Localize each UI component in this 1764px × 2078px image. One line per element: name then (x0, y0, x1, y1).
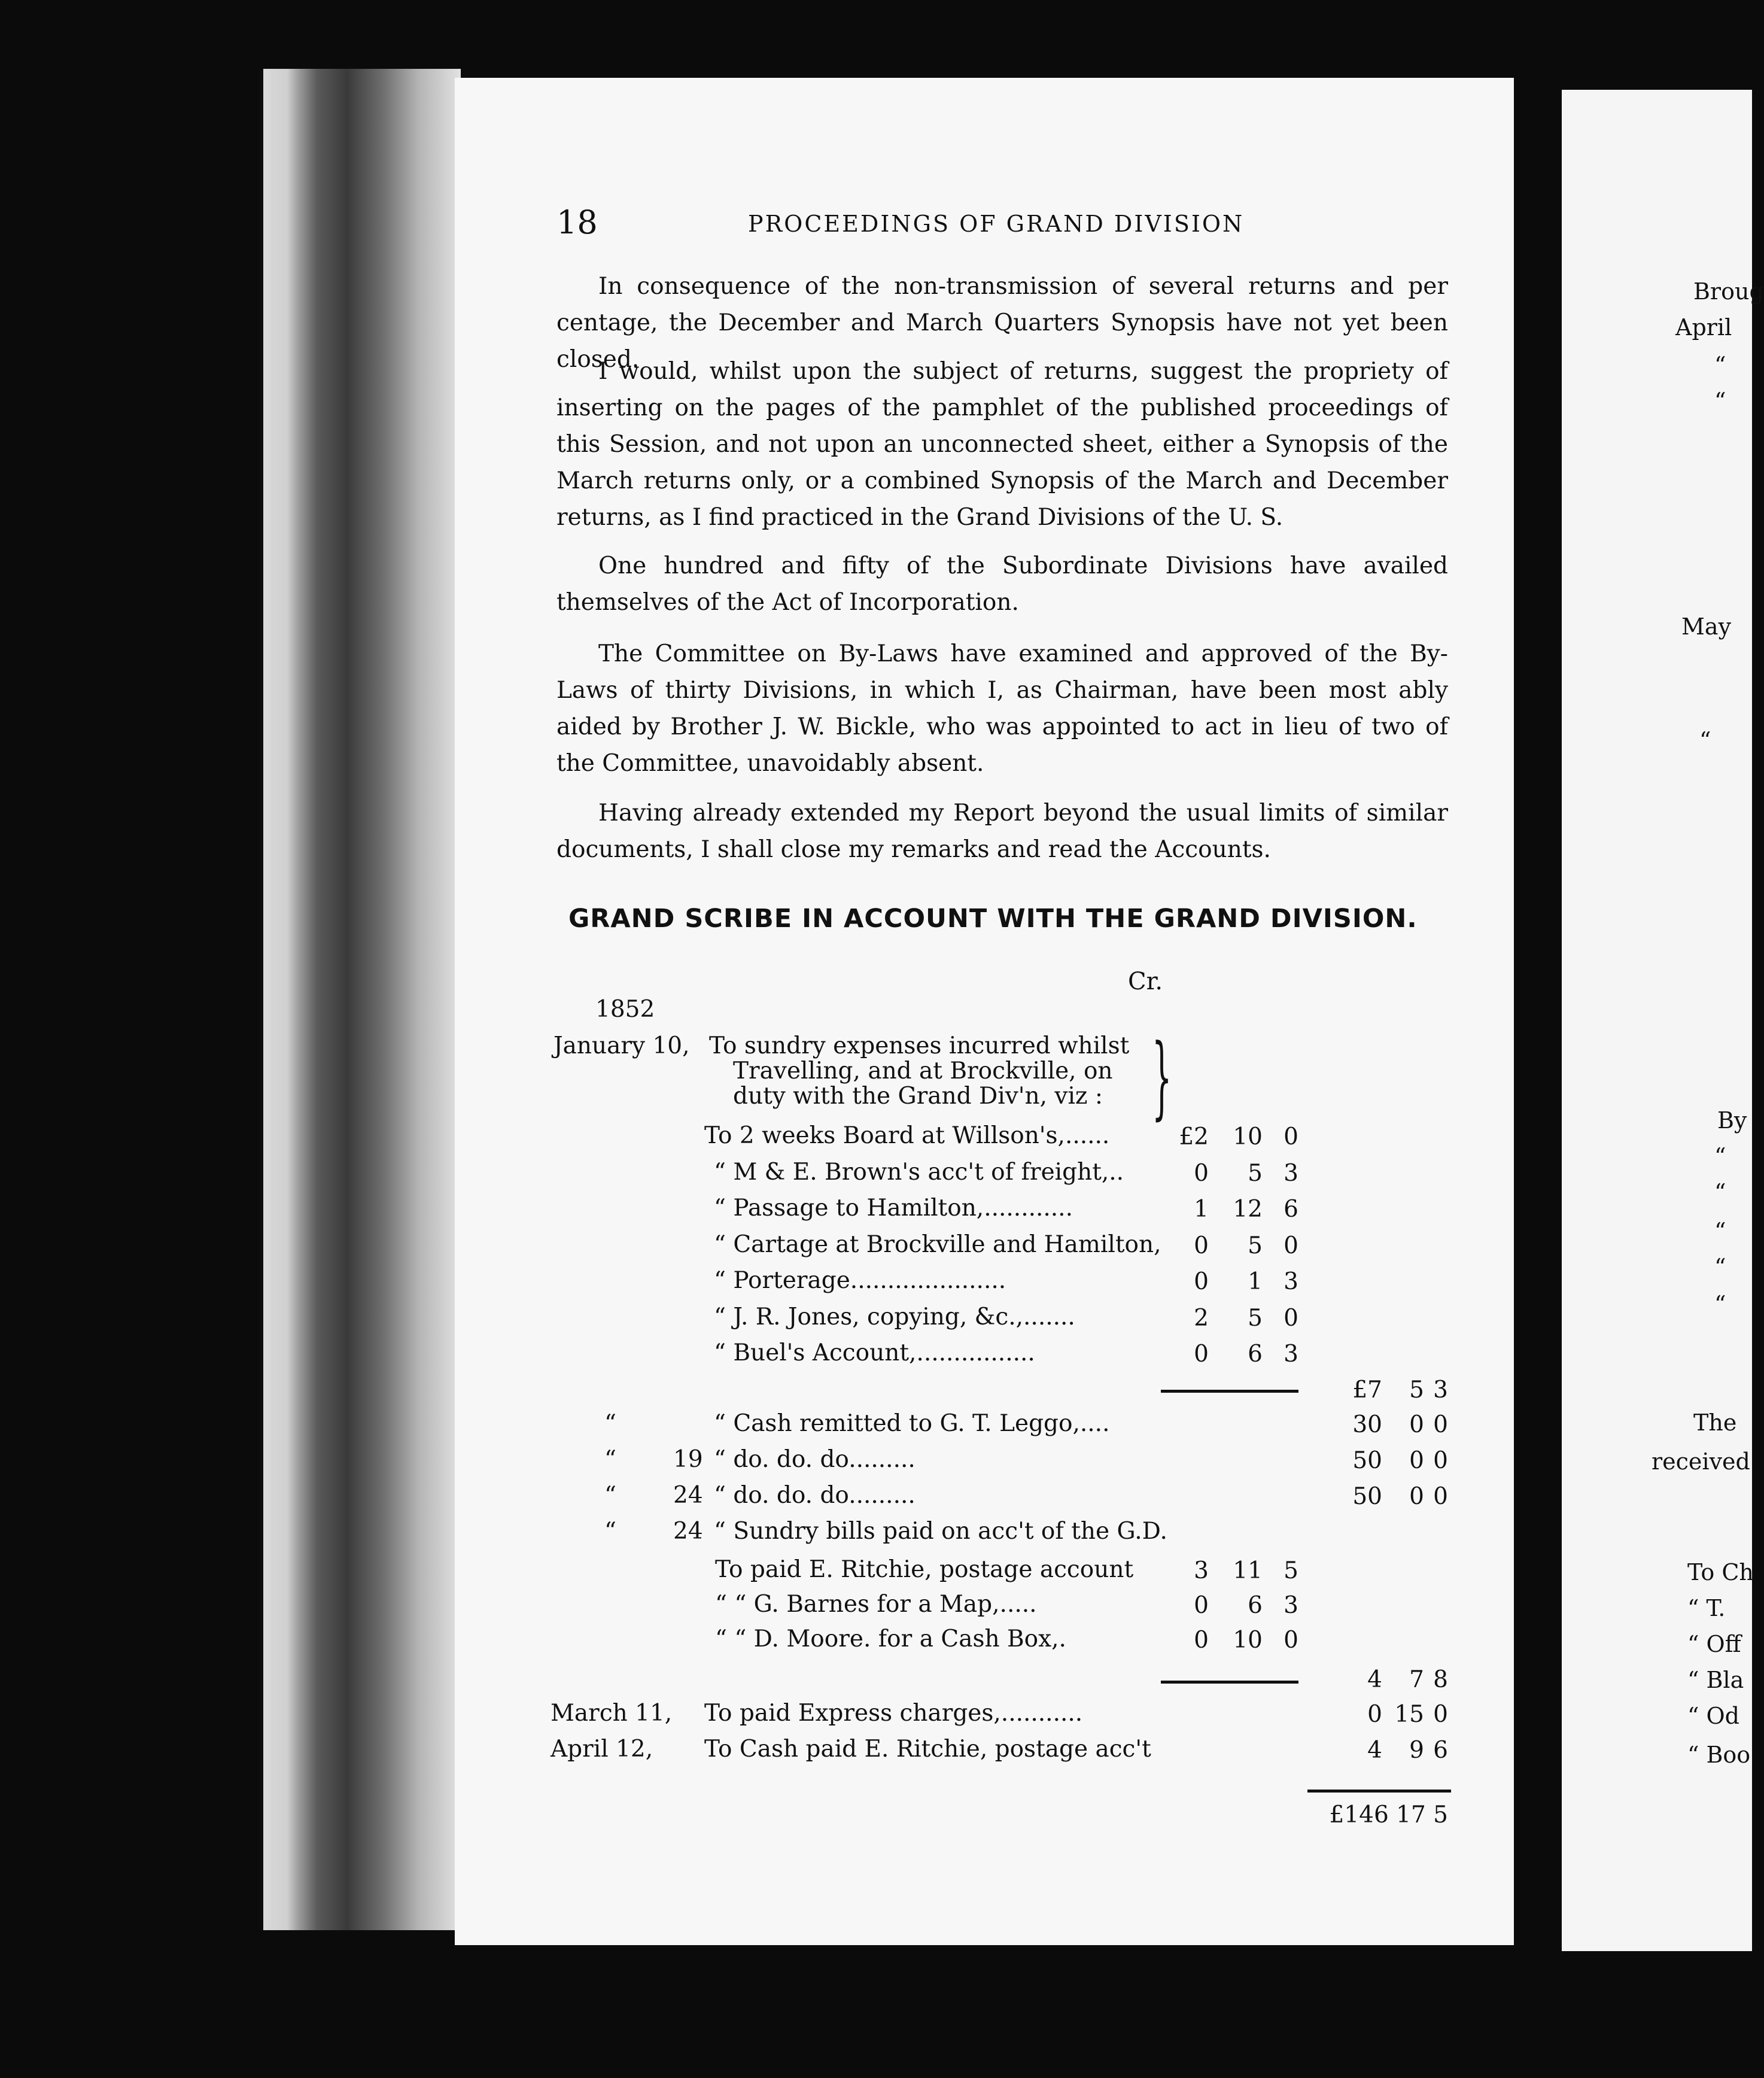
expense-item: “ Passage to Hamilton,............ (714, 1195, 1073, 1222)
cash-shillings: 0 (1409, 1411, 1424, 1438)
subtotal-pence: 8 (1433, 1666, 1448, 1693)
cash-shillings: 0 (1409, 1483, 1424, 1510)
bill-amount-shillings: 10 (1233, 1627, 1263, 1654)
cash-pence: 0 (1433, 1483, 1448, 1510)
right-page-fragment: “ Off (1687, 1631, 1741, 1657)
expense-amount-pence: 0 (1284, 1232, 1298, 1259)
ditto-mark: “ (604, 1482, 616, 1509)
row-day: 24 (673, 1482, 703, 1509)
right-page-fragment: “ (1699, 727, 1711, 754)
cash-pence: 0 (1433, 1447, 1448, 1474)
expense-item: “ M & E. Brown's acc't of freight,.. (714, 1158, 1124, 1186)
final-row: To Cash paid E. Ritchie, postage acc't (704, 1736, 1151, 1763)
expense-item: “ J. R. Jones, copying, &c.,....... (714, 1303, 1075, 1330)
subtotal-rule (1161, 1390, 1298, 1393)
expense-amount-shillings: 6 (1248, 1341, 1263, 1368)
page-number: 18 (556, 203, 598, 241)
credit-label: Cr. (1128, 968, 1163, 995)
cash-shillings: 0 (1409, 1447, 1424, 1474)
expense-amount-pounds: 0 (1194, 1341, 1209, 1368)
subtotal-shillings: 5 (1409, 1377, 1424, 1403)
entry-date: January 10, (553, 1032, 690, 1059)
bill-row: “ “ G. Barnes for a Map,..... (715, 1591, 1037, 1618)
expense-amount-shillings: 12 (1233, 1196, 1263, 1223)
paragraph: I would, whilst upon the subject of returns, suggest the propriety of inserting on the pages of the pamphlet of the published proceedings of this Session, and not upon an unconnected sheet, either a Synopsis of the March returns only, or a combined Synopsis of the March and December returns, as I find practiced in the Grand Divisions of the U. S. (556, 358, 1448, 531)
running-head: PROCEEDINGS OF GRAND DIVISION (748, 211, 1245, 237)
row-day: 24 (673, 1518, 703, 1545)
subtotal-pounds: 4 (1367, 1666, 1382, 1693)
entry-text: duty with the Grand Div'n, viz : (733, 1083, 1103, 1110)
cash-row: “ Cash remitted to G. T. Leggo,.... (714, 1410, 1110, 1437)
expense-amount-pence: 0 (1284, 1304, 1298, 1332)
year: 1852 (595, 996, 655, 1023)
expense-amount-pounds: 0 (1194, 1232, 1209, 1259)
expense-item: “ Porterage..................... (714, 1267, 1006, 1294)
entry-text: Travelling, and at Brockville, on (733, 1058, 1113, 1084)
final-row: To paid Express charges,........... (704, 1700, 1083, 1727)
right-page-fragment: “ (1714, 1218, 1726, 1244)
paragraph: Having already extended my Report beyond the usual limits of similar documents, I shall close my remarks and read the Accounts. (556, 800, 1448, 863)
expense-amount-pence: 0 (1284, 1123, 1298, 1150)
expense-amount-pence: 3 (1284, 1268, 1298, 1295)
paragraph: The Committee on By-Laws have examined and approved of the By-Laws of thirty Divisions, in which I, as Chairman, have been most ably aided by Brother J. W. Bickle, who was appointed to act in lieu of two of the Committee, unavoidably absent. (556, 640, 1448, 777)
bill-amount-pence: 3 (1284, 1592, 1298, 1619)
final-pence: 0 (1433, 1701, 1448, 1728)
ditto-mark: “ (604, 1518, 616, 1545)
bill-amount-pounds: 3 (1194, 1557, 1209, 1584)
expense-item: “ Cartage at Brockville and Hamilton, (714, 1231, 1161, 1258)
cash-row: “ Sundry bills paid on acc't of the G.D. (714, 1518, 1167, 1545)
final-pounds: 4 (1367, 1737, 1382, 1764)
subtotal-pounds: £7 (1352, 1377, 1382, 1403)
bill-amount-pence: 0 (1284, 1627, 1298, 1654)
expense-amount-pounds: 0 (1194, 1268, 1209, 1295)
final-pence: 6 (1433, 1737, 1448, 1764)
right-page-fragment: “ (1714, 1143, 1726, 1169)
subtotal-shillings: 7 (1409, 1666, 1424, 1693)
right-page-fragment: “ (1714, 352, 1726, 378)
right-page-fragment: “ (1714, 1291, 1726, 1317)
subtotal-pence: 3 (1433, 1377, 1448, 1403)
right-page-fragment: To Ch (1687, 1559, 1754, 1585)
bill-amount-shillings: 11 (1233, 1557, 1263, 1584)
right-page-fragment: May (1681, 613, 1732, 640)
right-page-fragment: received (1652, 1448, 1750, 1475)
expense-amount-shillings: 5 (1248, 1304, 1263, 1332)
cash-pence: 0 (1433, 1411, 1448, 1438)
expense-amount-pence: 3 (1284, 1159, 1298, 1187)
ditto-mark: “ (604, 1446, 616, 1473)
expense-item: “ Buel's Account,................ (714, 1339, 1035, 1366)
expense-amount-shillings: 5 (1248, 1159, 1263, 1187)
expense-amount-pounds: 1 (1194, 1196, 1209, 1223)
cash-pounds: 50 (1352, 1483, 1382, 1510)
expense-amount-pounds: 0 (1194, 1159, 1209, 1187)
total-rule (1307, 1790, 1451, 1793)
brace: } (1152, 1025, 1172, 1129)
book-page-edges (263, 69, 461, 1930)
bill-row: “ “ D. Moore. for a Cash Box,. (715, 1626, 1066, 1652)
right-page-fragment: “ Bla (1687, 1667, 1744, 1693)
expense-amount-shillings: 1 (1248, 1268, 1263, 1295)
cash-row: “ do. do. do......... (714, 1446, 916, 1473)
expense-amount-shillings: 10 (1233, 1123, 1263, 1150)
final-shillings: 15 (1394, 1701, 1424, 1728)
right-page-fragment: The (1693, 1409, 1737, 1436)
cash-pounds: 50 (1352, 1447, 1382, 1474)
row-day: 19 (673, 1446, 703, 1473)
account-heading: GRAND SCRIBE IN ACCOUNT WITH THE GRAND DIVISION. (568, 904, 1418, 934)
right-page-fragment: April (1675, 314, 1732, 341)
right-page-fragment: “ (1714, 388, 1726, 414)
expense-amount-pence: 3 (1284, 1341, 1298, 1368)
expense-item: To 2 weeks Board at Willson's,...... (704, 1122, 1110, 1149)
final-shillings: 9 (1409, 1737, 1424, 1764)
right-page-fragment: By (1717, 1107, 1747, 1134)
bill-amount-shillings: 6 (1248, 1592, 1263, 1619)
entry-text: To sundry expenses incurred whilst (709, 1032, 1130, 1059)
expense-amount-shillings: 5 (1248, 1232, 1263, 1259)
cash-row: “ do. do. do......... (714, 1482, 916, 1509)
cash-pounds: 30 (1352, 1411, 1382, 1438)
paragraph: In consequence of the non-transmission of several returns and per centage, the December and March Quarters Synopsis have not yet been closed. (556, 273, 1448, 373)
expense-amount-pounds: 2 (1194, 1304, 1209, 1332)
bill-amount-pounds: 0 (1194, 1627, 1209, 1654)
right-page-fragment: “ T. (1687, 1595, 1726, 1621)
final-date: March 11, (551, 1700, 673, 1727)
subtotal-rule (1161, 1681, 1298, 1684)
bill-amount-pounds: 0 (1194, 1592, 1209, 1619)
right-page-fragment: “ Boo (1687, 1742, 1751, 1768)
final-date: April 12, (551, 1736, 653, 1763)
right-page-fragment: “ (1714, 1254, 1726, 1280)
final-pounds: 0 (1367, 1701, 1382, 1728)
right-page-fragment: “ Od (1687, 1703, 1739, 1729)
ditto-mark: “ (604, 1410, 616, 1437)
paragraph: One hundred and fifty of the Subordinate Divisions have availed themselves of the Act of Incorporation. (556, 552, 1448, 616)
bill-row: To paid E. Ritchie, postage account (715, 1556, 1134, 1583)
right-page-fragment: Broug (1693, 278, 1764, 305)
bill-amount-pence: 5 (1284, 1557, 1298, 1584)
expense-amount-pence: 6 (1284, 1196, 1298, 1223)
grand-total: £146 17 5 (1329, 1801, 1448, 1828)
right-page-fragment: “ (1714, 1179, 1726, 1205)
expense-amount-pounds: £2 (1179, 1123, 1209, 1150)
